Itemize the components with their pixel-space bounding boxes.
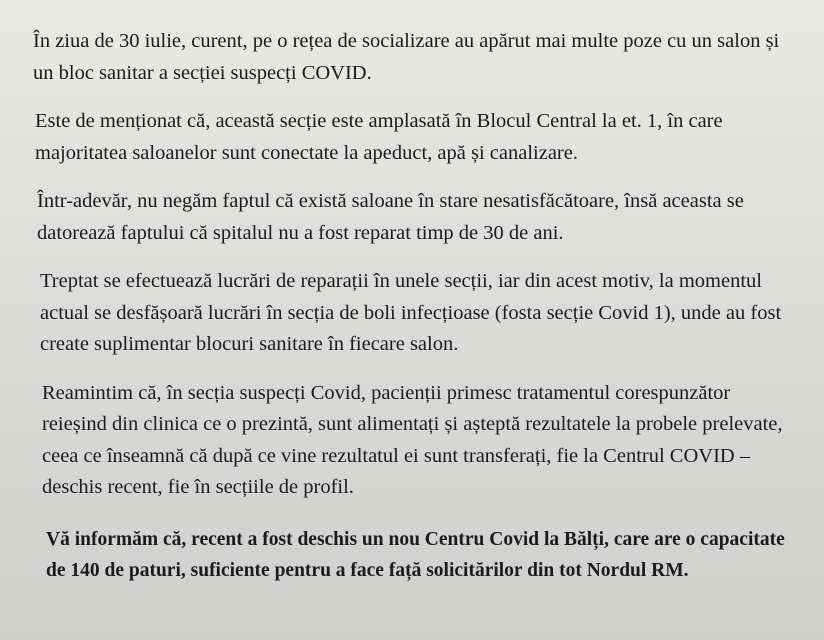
paragraph-unsatisfactory-rooms: Într-adevăr, nu negăm faptul că există saloane în stare nesatisfăcătoare, însă aceasta se datorează faptului că spitalul nu a fost reparat timp de 30 de ani.: [37, 190, 744, 244]
paragraph-new-covid-center: Vă informăm că, recent a fost deschis un nou Centru Covid la Bălți, care are o capacitate de 140 de paturi, suficiente pentru a face față solicitărilor din tot Nordul RM.: [46, 528, 785, 581]
paragraph-section-location: Este de menționat că, această secție este amplasată în Blocul Central la et. 1, în care majoritatea saloanelor sunt conectate la apeduct, apă și canalizare.: [35, 110, 723, 164]
paragraph-repairs: Treptat se efectuează lucrări de reparații în unele secții, iar din acest motiv, la momentul actual se desfășoară lucrări în secția de boli infecțioase (fosta secție Covid 1), unde au fost create suplimentar blocuri sanitare în fiecare salon.: [40, 270, 782, 355]
paragraph-photos-posted: În ziua de 30 iulie, curent, pe o rețea de socializare au apărut mai multe poze cu un salon și un bloc sanitar a secției suspecți COVID.: [33, 30, 780, 84]
paragraph-patient-treatment: Reamintim că, în secția suspecți Covid, pacienții primesc tratamentul corespunzător reieșind din clinica ce o prezintă, sunt alimentați și așteptă rezultatele la probele prelevate, ceea ce înseamnă că după ce vine rezultatul ei sunt transferați, fie la Centrul COVID – deschis recent, fie în secțiile de profil.: [42, 381, 783, 498]
